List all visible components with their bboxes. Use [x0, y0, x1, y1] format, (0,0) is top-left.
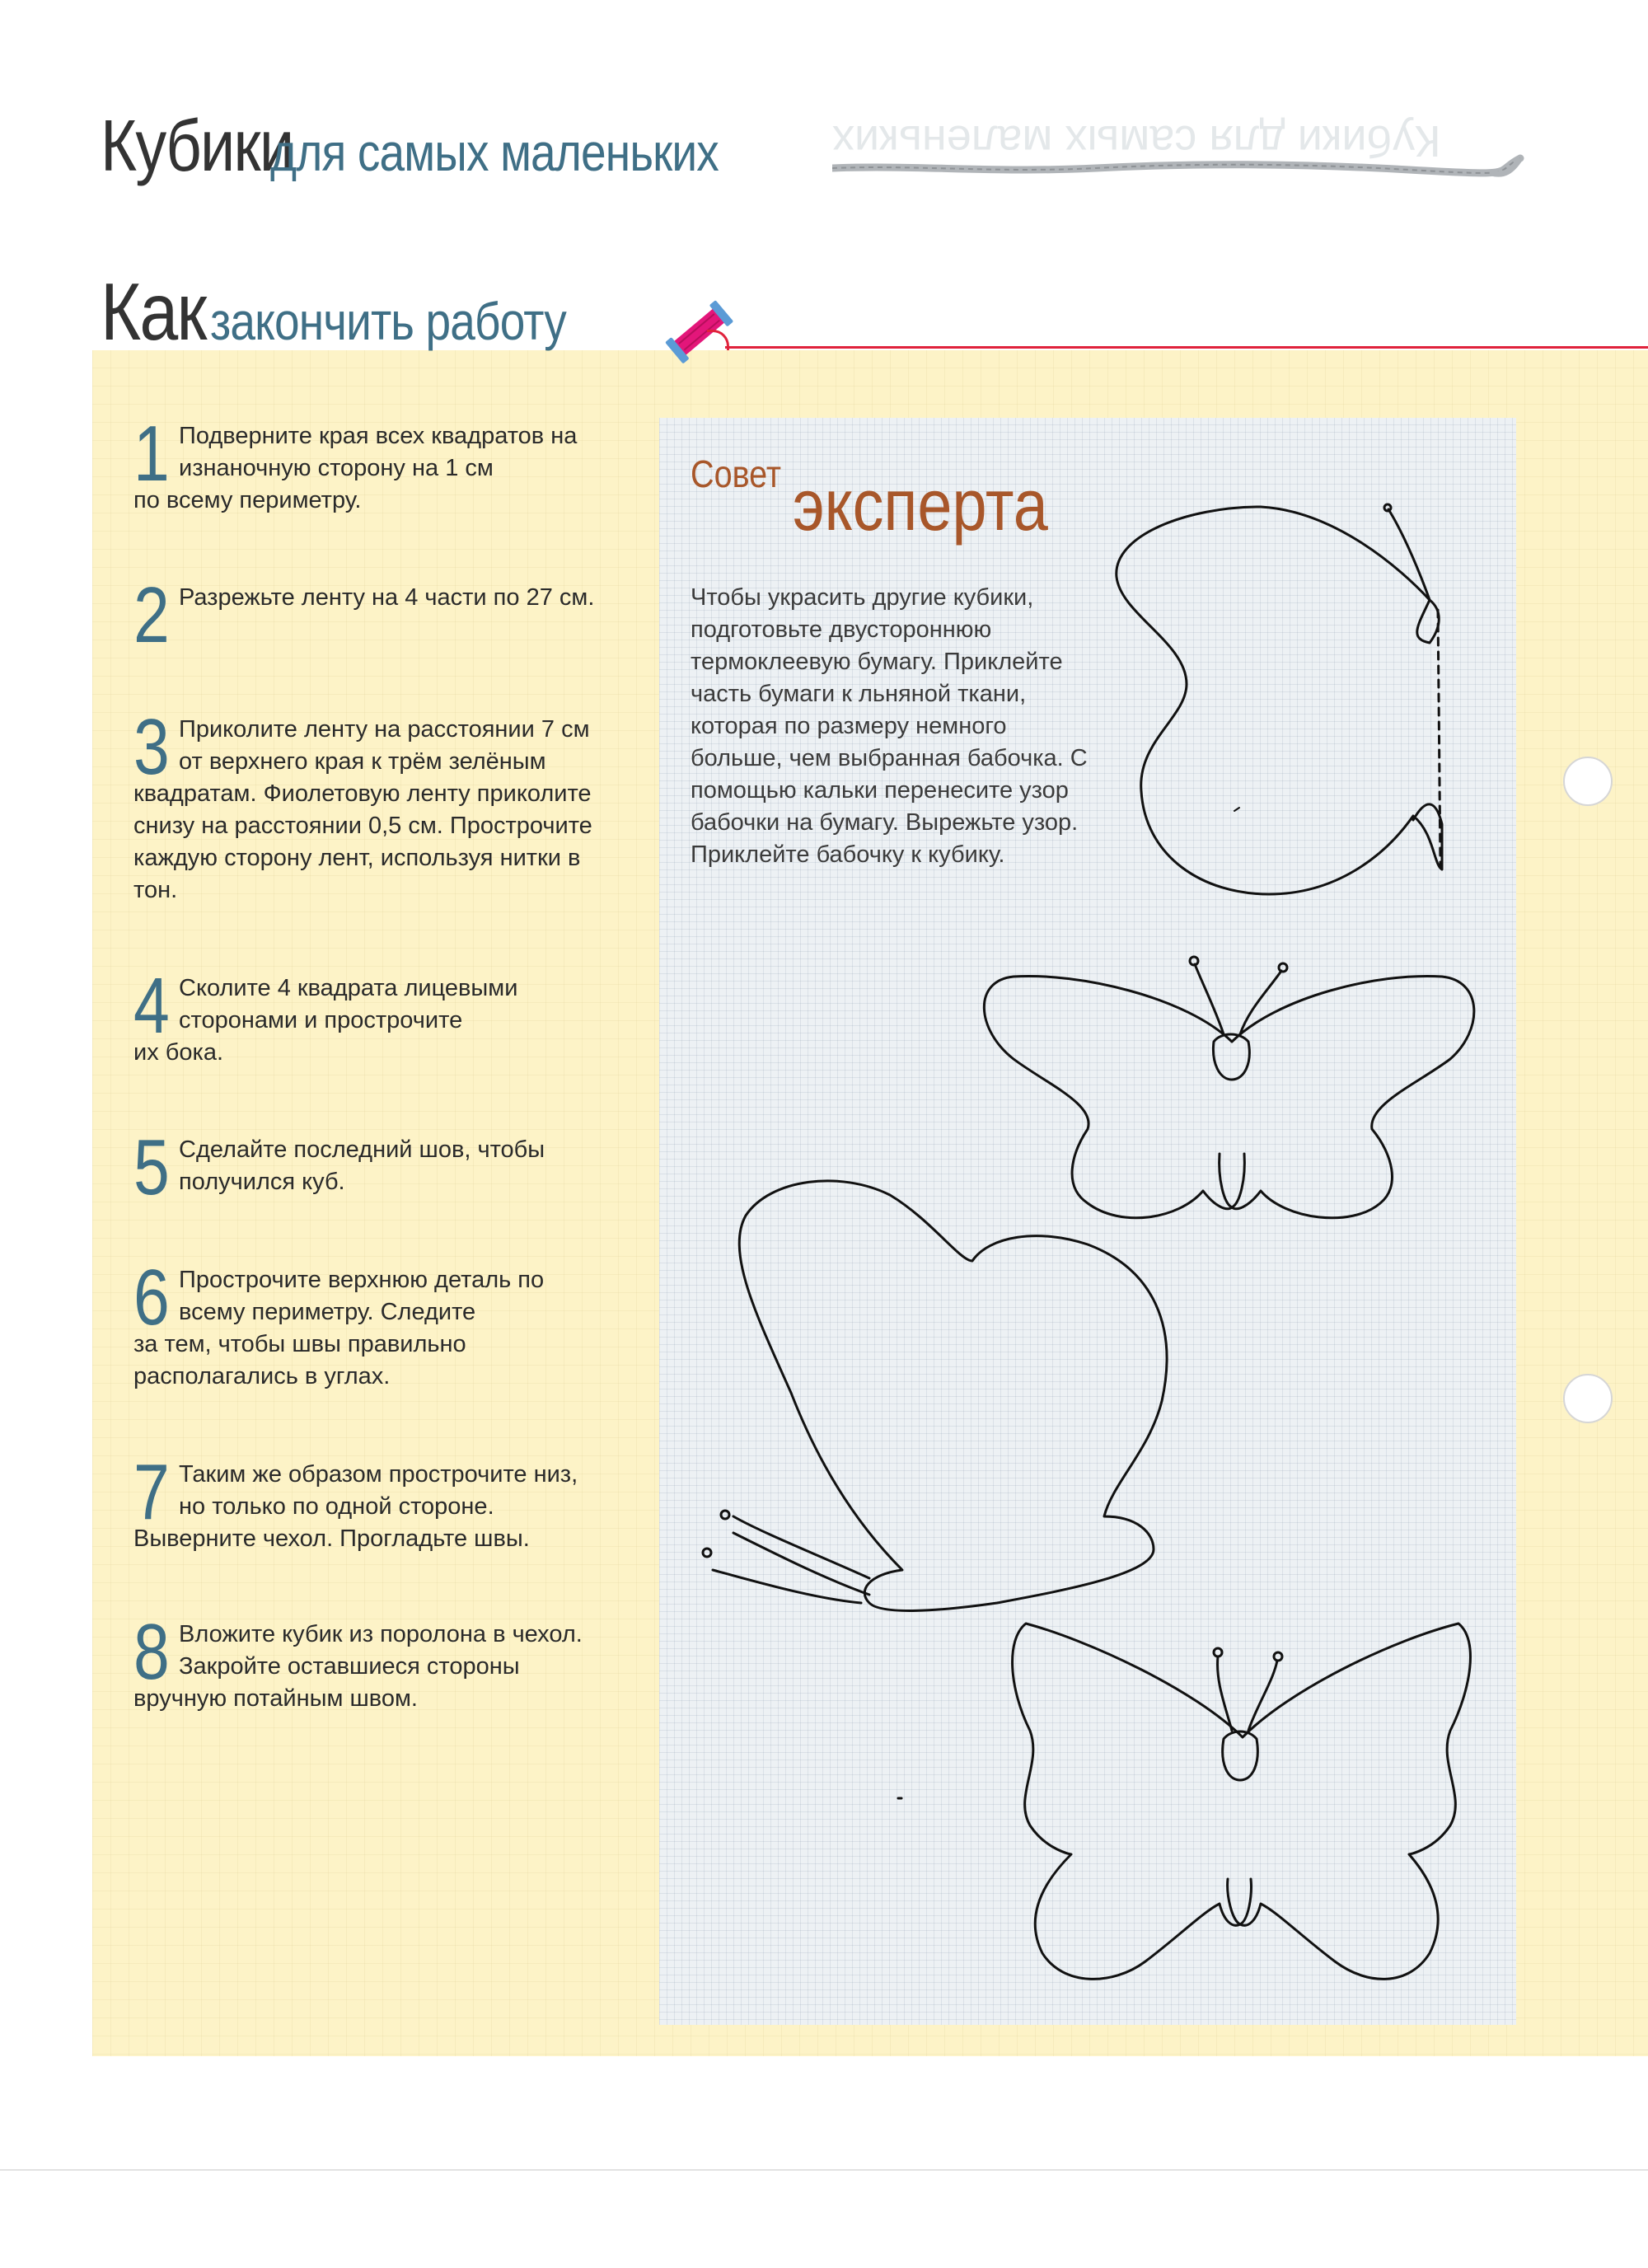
step-number: 1 [133, 410, 170, 498]
section-title-main: Как [101, 266, 206, 357]
step-item [133, 962, 595, 1069]
step-text-continued: Выверните чехол. Прогладьте швы. [133, 1525, 530, 1552]
section-title-sub: закончить работу [209, 292, 566, 351]
page-bottom-rule [0, 2169, 1648, 2171]
string-decoration-icon [832, 148, 1524, 190]
step-item [133, 1448, 595, 1555]
step-number: 4 [133, 962, 170, 1050]
step-text: Сделайте последний шов, чтобы получился куб. [179, 1136, 545, 1195]
step-item [133, 1123, 595, 1211]
step-text-continued: за тем, чтобы швы правильно располагались в углах. [133, 1331, 466, 1389]
step-text-continued: их бока. [133, 1039, 224, 1066]
thread-spool-icon [658, 290, 740, 373]
step-text-continued: по всему периметру. [133, 487, 362, 513]
expert-tip-title-big: эксперта [792, 464, 1048, 546]
step-number: 6 [133, 1253, 170, 1342]
step-item [133, 410, 595, 517]
step-text: Приколите ленту на расстоянии 7 см от верхнего края к трём зелёным [179, 716, 590, 775]
step-item [133, 571, 595, 659]
step-text: Таким же образом прострочите низ, но только по одной стороне. [179, 1461, 578, 1520]
show-through-text: Кубики для самых маленьких [832, 116, 1441, 166]
step-number: 2 [133, 571, 170, 659]
step-text: Прострочите верхнюю деталь по всему периметру. Следите [179, 1267, 545, 1325]
step-number: 7 [133, 1448, 170, 1536]
step-number: 3 [133, 703, 170, 791]
section-title [101, 265, 624, 358]
step-text-continued: вручную потайным швом. [133, 1685, 418, 1712]
binder-hole-top [1563, 757, 1613, 806]
step-number: 8 [133, 1608, 170, 1696]
expert-tip-text: Чтобы украсить другие кубики, подготовьте двустороннюю термоклеевую бумагу. Приклейте часть бумаги к льняной ткани, которая по размеру немного больше, чем выбранная бабочка. С помощью кальки перенесите узор бабочки на бумагу. Вырежьте узор. Приклейте бабочку к кубику. [691, 584, 1088, 868]
step-text: Подверните края всех квадратов на изнаночную сторону на 1 см [179, 423, 578, 481]
page-header [101, 104, 791, 188]
header-title-main: Кубики [101, 105, 293, 186]
step-number: 5 [133, 1123, 170, 1211]
title-rule [725, 346, 1648, 349]
step-text: Сколите 4 квадрата лицевыми сторонами и прострочите [179, 975, 518, 1033]
step-item [133, 1253, 595, 1393]
step-text-continued: квадратам. Фиолетовую ленту приколите снизу на расстоянии 0,5 см. Прострочите каждую сторону лент, используя нитки в тон. [133, 780, 592, 903]
step-item [133, 703, 595, 907]
step-text: Разрежьте ленту на 4 части по 27 см. [179, 584, 595, 611]
step-item [133, 1608, 595, 1715]
binder-hole-bottom [1563, 1374, 1613, 1423]
header-title-sub: для самых маленьких [269, 123, 719, 182]
step-text: Вложите кубик из поролона в чехол. Закройте оставшиеся стороны [179, 1621, 583, 1680]
expert-tip-title-small: Совет [691, 452, 781, 495]
expert-tip-title [691, 452, 1089, 546]
